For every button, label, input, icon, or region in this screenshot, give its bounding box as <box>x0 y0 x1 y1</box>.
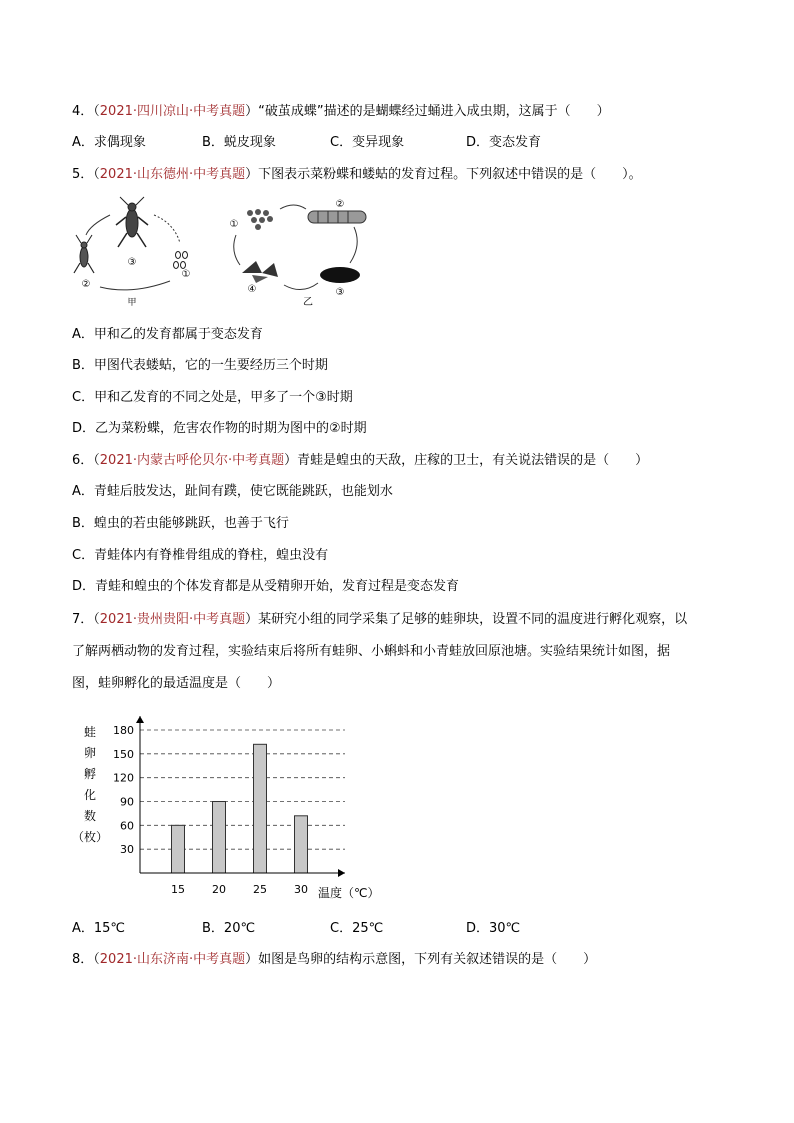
q8-stem: 8．（2021·山东济南·中考真题）如图是鸟卵的结构示意图，下列有关叙述错误的是（ ） <box>72 952 597 967</box>
yi-label-3: ③ <box>335 287 345 298</box>
q4-source: 2021·四川凉山·中考真题 <box>99 104 246 119</box>
grid-lines <box>140 730 345 849</box>
y-axis-label-char: 蛙 <box>83 725 97 739</box>
bar <box>213 802 226 874</box>
q5-option-c: C．甲和乙发育的不同之处是，甲多了一个③时期 <box>72 390 353 405</box>
y-axis-arrow <box>136 716 144 723</box>
q7-option-d: D．30℃ <box>466 921 521 936</box>
q6-source: 2021·内蒙古呼伦贝尔·中考真题 <box>99 453 285 468</box>
q6-stem: 6．（2021·内蒙古呼伦贝尔·中考真题）青蛙是蝗虫的天敌，庄稼的卫士，有关说法错误的是（ ） <box>72 453 649 468</box>
y-axis-label-char: （枚） <box>71 830 109 844</box>
arrow <box>350 227 357 263</box>
yi-caption: 乙 <box>303 297 313 308</box>
x-tick-label: 25 <box>253 883 267 896</box>
q7-option-a: A．15℃ <box>72 921 126 936</box>
jia-label-3: ③ <box>127 257 137 268</box>
bars <box>172 744 308 873</box>
hatch-count-chart <box>70 708 410 908</box>
caterpillar-icon <box>308 211 366 223</box>
adult-cricket-icon <box>116 197 148 247</box>
x-axis-label: 温度（℃） <box>318 886 380 900</box>
y-tick-labels <box>113 724 134 856</box>
q8-source: 2021·山东济南·中考真题 <box>99 952 246 967</box>
q7-source: 2021·贵州贵阳·中考真题 <box>99 612 246 627</box>
q4-option-b: B．蜕皮现象 <box>202 135 276 150</box>
butterfly-icon <box>242 261 278 283</box>
axes <box>136 716 345 877</box>
q4-stem: 4．（2021·四川凉山·中考真题）“破茧成蝶”描述的是蝴蝶经过蛹进入成虫期，这属于（ ） <box>72 104 610 119</box>
yi-label-4: ④ <box>247 284 257 295</box>
x-tick-label: 30 <box>294 883 308 896</box>
y-tick-label: 150 <box>113 747 134 761</box>
y-tick-label: 60 <box>120 819 134 833</box>
pupa-icon <box>320 267 360 283</box>
bar <box>295 816 308 873</box>
q7-option-c: C．25℃ <box>330 921 384 936</box>
x-axis-arrow <box>338 869 345 877</box>
arrow <box>284 283 318 290</box>
q4-option-d: D．变态发育 <box>466 135 542 150</box>
bar <box>254 744 267 873</box>
y-tick-label: 180 <box>113 724 134 737</box>
yi-label-2: ② <box>335 199 345 210</box>
butterfly-eggs-icon <box>247 209 273 230</box>
y-axis-label <box>72 724 108 844</box>
q5-option-d: D．乙为菜粉蝶，危害农作物的时期为图中的②时期 <box>72 421 367 436</box>
q7-stem-line1: 7．（2021·贵州贵阳·中考真题）某研究小组的同学采集了足够的蛙卵块，设置不同的温度进行孵化观察，以 <box>72 612 688 627</box>
q5-option-b: B．甲图代表蝼蛄，它的一生要经历三个时期 <box>72 358 328 373</box>
q7-options <box>72 920 520 938</box>
q4-option-a: A．求偶现象 <box>72 135 146 150</box>
y-axis-label-char: 孵 <box>83 767 97 781</box>
y-axis-label-char: 数 <box>83 809 97 823</box>
y-tick-label: 120 <box>113 771 134 785</box>
figure-yi-butterfly-lifecycle <box>222 195 372 310</box>
q6-option-c: C．青蛙体内有脊椎骨组成的脊柱，蝗虫没有 <box>72 548 329 563</box>
q7-stem-line3: 图，蛙卵孵化的最适温度是（ ） <box>72 676 281 691</box>
y-axis-label-char: 化 <box>83 788 97 802</box>
arrow <box>280 205 306 209</box>
q6-option-a: A．青蛙后肢发达，趾间有蹼，使它既能跳跃，也能划水 <box>72 484 393 499</box>
x-tick-labels <box>171 883 308 896</box>
nymph-icon <box>74 235 94 273</box>
q5-source: 2021·山东德州·中考真题 <box>99 167 246 182</box>
q5-stem: 5．（2021·山东德州·中考真题）下图表示菜粉蝶和蝼蛄的发育过程。下列叙述中错误的是（ ）。 <box>72 167 642 182</box>
x-tick-label: 15 <box>171 883 185 896</box>
y-tick-label: 30 <box>120 843 134 857</box>
jia-label-1: ① <box>181 269 191 280</box>
eggs-icon <box>174 252 188 269</box>
arrow <box>100 281 170 290</box>
y-axis-label-char: 卵 <box>83 746 97 760</box>
figure-jia-cricket-lifecycle <box>70 195 210 310</box>
bar <box>172 825 185 873</box>
yi-label-1: ① <box>229 219 239 230</box>
q6-option-b: B．蝗虫的若虫能够跳跃，也善于飞行 <box>72 516 289 531</box>
q4-options <box>72 134 541 152</box>
q5-option-a: A．甲和乙的发育都属于变态发育 <box>72 327 263 342</box>
arrow <box>234 235 240 265</box>
jia-caption: 甲 <box>127 298 137 308</box>
q6-option-d: D．青蛙和蝗虫的个体发育都是从受精卵开始，发育过程是变态发育 <box>72 579 460 594</box>
arrow <box>86 215 110 235</box>
q7-stem-line2: 了解两栖动物的发育过程，实验结束后将所有蛙卵、小蝌蚪和小青蛙放回原池塘。实验结果统计如图，据 <box>72 644 671 659</box>
y-tick-label: 90 <box>120 795 134 809</box>
jia-label-2: ② <box>81 279 91 290</box>
arrow <box>154 215 180 243</box>
q7-option-b: B．20℃ <box>202 921 256 936</box>
q4-option-c: C．变异现象 <box>330 135 405 150</box>
x-tick-label: 20 <box>212 883 226 896</box>
